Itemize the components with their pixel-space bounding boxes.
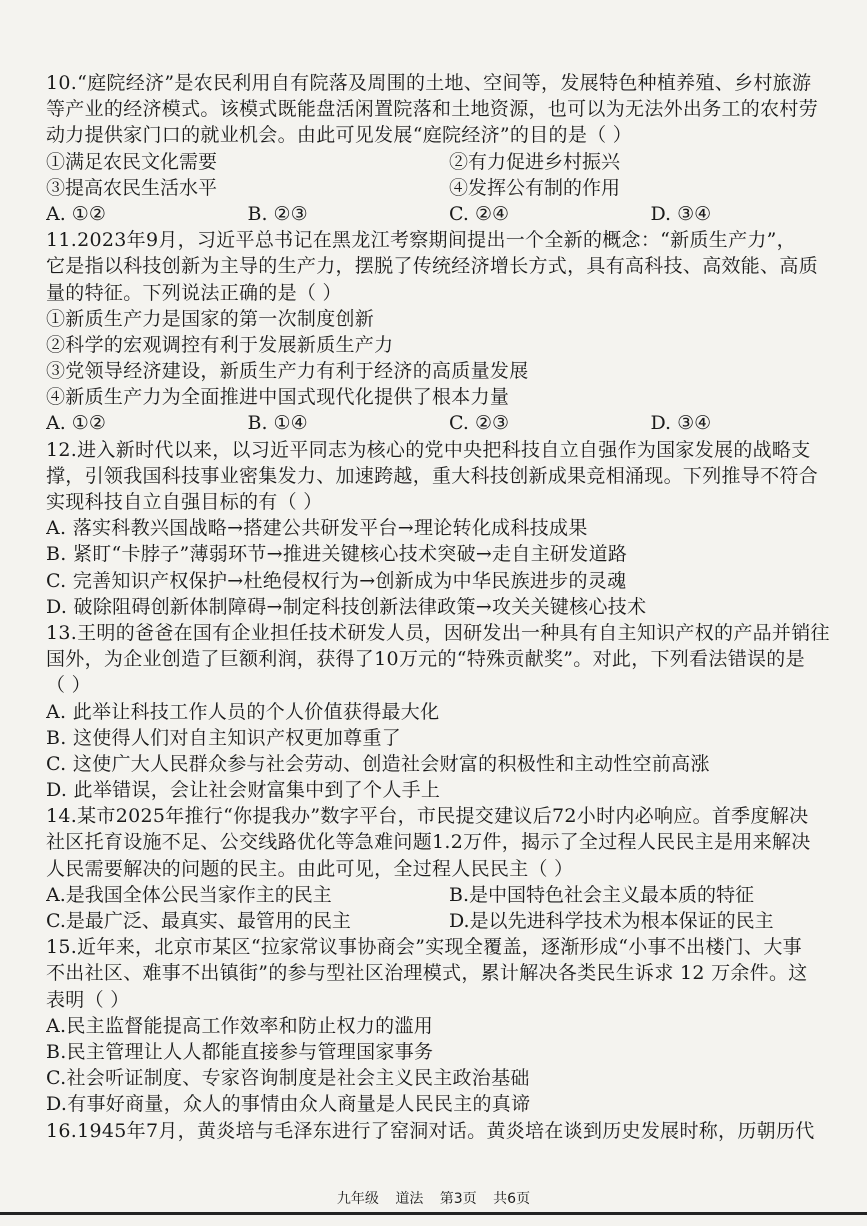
question-line: ①新质生产力是国家的第一次制度创新 <box>46 307 375 330</box>
page-footer <box>0 1188 867 1208</box>
question-line: 撑，引领我国科技事业密集发力、加速跨越，重大科技创新成果竞相涌现。下列推导不符合 <box>46 464 819 487</box>
question-line: D. 此举错误，会让社会财富集中到了个人手上 <box>46 779 441 802</box>
option-item: ②有力促进乡村振兴 <box>449 150 621 173</box>
question-line: ④新质生产力为全面推进中国式现代化提供了根本力量 <box>46 386 510 409</box>
footer-page: 第3页 <box>439 1191 477 1207</box>
question-line: 不出社区、难事不出镇街”的参与型社区治理模式，累计解决各类民生诉求 12 万余件。这 <box>46 962 808 985</box>
question-line: A. 落实科教兴国战略→搭建公共研发平台→理论转化成科技成果 <box>46 517 588 540</box>
question-line: 14.某市2025年推行“你提我办”数字平台，市民提交建议后72小时内必响应。首季度解决 <box>46 805 809 828</box>
choice-item: D. ③④ <box>650 412 712 435</box>
question-line: B.民主管理让人人都能直接参与管理国家事务 <box>46 1040 434 1063</box>
question-line: 社区托育设施不足、公交线路优化等急难问题1.2万件，揭示了全过程人民民主是用来解决 <box>46 831 811 854</box>
question-line: B. 紧盯“卡脖子”薄弱环节→推进关键核心技术突破→走自主研发道路 <box>46 543 628 566</box>
question-block <box>46 620 852 803</box>
question-block <box>46 437 852 620</box>
question-line: 量的特征。下列说法正确的是（ ） <box>46 281 342 304</box>
choice-item: D. ③④ <box>650 202 712 225</box>
question-line: 人民需要解决的问题的民主。由此可见，全过程人民民主（ ） <box>46 857 574 880</box>
question-line: A.民主监督能提高工作效率和防止权力的滥用 <box>46 1014 434 1037</box>
option-row <box>46 882 852 908</box>
question-line: 动力提供家门口的就业机会。由此可见发展“庭院经济”的目的是（ ） <box>46 124 633 147</box>
choice-row <box>46 201 852 227</box>
question-block <box>46 1118 852 1144</box>
question-line: 实现科技自立自强目标的有（ ） <box>46 491 323 513</box>
question-line: C. 这使广大人民群众参与社会劳动、创造社会财富的积极性和主动性空前高涨 <box>46 752 710 775</box>
option-item: A.是我国全体公民当家作主的民主 <box>46 883 332 906</box>
question-line: 16.1945年7月，黄炎培与毛泽东进行了窑洞对话。黄炎培在谈到历史发展时称，历朝历代 <box>46 1119 815 1142</box>
option-row <box>46 175 852 201</box>
option-item: C.是最广泛、最真实、最管用的民主 <box>46 910 351 932</box>
choice-item: C. ②③ <box>449 412 510 435</box>
bottom-rule <box>0 1212 867 1215</box>
footer-grade: 九年级 <box>336 1191 379 1207</box>
question-line: A. 此举让科技工作人员的个人价值获得最大化 <box>46 700 440 723</box>
question-line: B. 这使得人们对自主知识产权更加尊重了 <box>46 726 402 749</box>
option-item: ①满足农民文化需要 <box>46 150 218 173</box>
question-block <box>46 227 852 437</box>
question-line: 它是指以科技创新为主导的生产力，摆脱了传统经济增长方式，具有高科技、高效能、高质 <box>46 255 819 278</box>
question-line: 12.进入新时代以来，以习近平同志为核心的党中央把科技自立自强作为国家发展的战略支 <box>46 438 811 461</box>
option-item: ④发挥公有制的作用 <box>449 176 621 199</box>
question-line: D. 破除阻碍创新体制障碍→制定科技创新法律政策→攻关关键核心技术 <box>46 595 647 618</box>
question-line: 10.“庭院经济”是农民利用自有院落及周围的土地、空间等，发展特色种植养殖、乡村旅游 <box>46 72 812 94</box>
question-line: D.有事好商量，众人的事情由众人商量是人民民主的真谛 <box>46 1093 531 1116</box>
choice-row <box>46 410 852 436</box>
question-block <box>46 934 852 1117</box>
question-block <box>46 803 852 934</box>
question-line: 国外，为企业创造了巨额利润，获得了10万元的“特殊贡献奖”。对此，下列看法错误的是 <box>46 648 805 671</box>
option-item: D.是以先进科学技术为根本保证的民主 <box>449 910 774 932</box>
question-line: 11.2023年9月，习近平总书记在黑龙江考察期间提出一个全新的概念：“新质生产力”， <box>46 229 796 252</box>
question-block <box>46 70 852 227</box>
option-row <box>46 908 852 934</box>
question-line: C. 完善知识产权保护→杜绝侵权行为→创新成为中华民族进步的灵魂 <box>46 569 627 592</box>
exam-page <box>46 70 852 1144</box>
option-item: ③提高农民生活水平 <box>46 176 218 199</box>
question-line: 等产业的经济模式。该模式既能盘活闲置院落和土地资源，也可以为无法外出务工的农村劳 <box>46 98 819 121</box>
option-item: B.是中国特色社会主义最本质的特征 <box>449 883 755 906</box>
choice-item: A. ①② <box>46 412 106 435</box>
choice-item: B. ②③ <box>247 202 308 225</box>
question-line: 表明（ ） <box>46 988 130 1011</box>
question-line: 15.近年来，北京市某区“拉家常议事协商会”实现全覆盖，逐渐形成“小事不出楼门、大事 <box>46 936 802 959</box>
footer-subject: 道法 <box>395 1191 424 1207</box>
question-line: ③党领导经济建设，新质生产力有利于经济的高质量发展 <box>46 360 529 383</box>
choice-item: C. ②④ <box>449 202 510 225</box>
question-line: C.社会听证制度、专家咨询制度是社会主义民主政治基础 <box>46 1067 530 1090</box>
question-line: 13.王明的爸爸在国有企业担任技术研发人员，因研发出一种具有自主知识产权的产品并销往 <box>46 621 830 644</box>
choice-item: A. ①② <box>46 202 106 225</box>
choice-item: B. ①④ <box>247 412 308 435</box>
footer-total: 共6页 <box>493 1191 531 1207</box>
option-row <box>46 149 852 175</box>
question-line: （ ） <box>46 674 91 697</box>
question-line: ②科学的宏观调控有利于发展新质生产力 <box>46 333 394 356</box>
